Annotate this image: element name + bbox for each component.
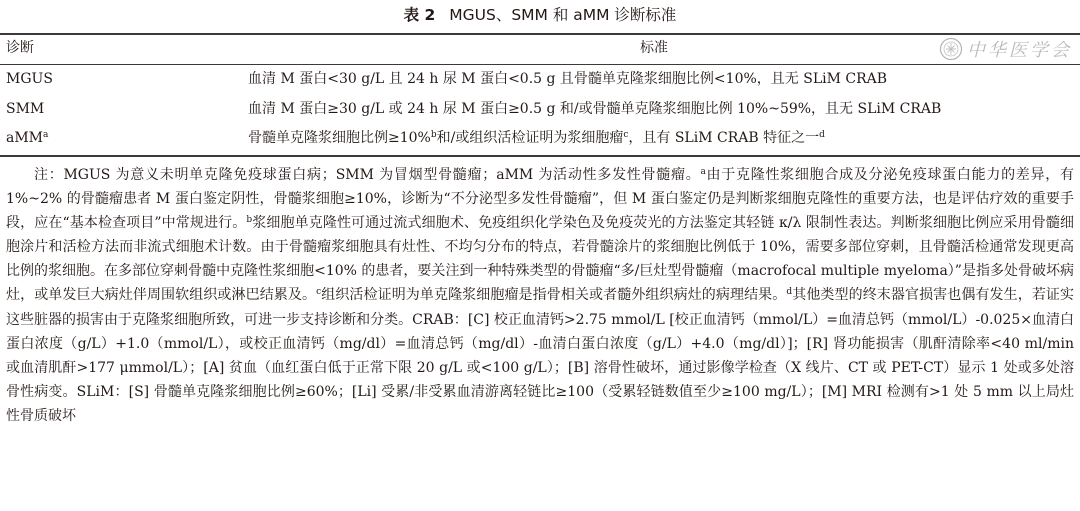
table-title-text: MGUS、SMM 和 aMM 诊断标准 xyxy=(449,6,677,24)
row-amm-criteria-part1: 骨髓单克隆浆细胞比例≥10% xyxy=(248,130,431,146)
seal-icon xyxy=(939,37,963,61)
table-header-rule xyxy=(0,64,1080,65)
row-amm-diagnosis-text: aMM xyxy=(6,130,44,146)
footnote-marker-a: a xyxy=(43,130,49,140)
header-criteria: 标准 xyxy=(640,40,668,56)
footnote-marker-c: c xyxy=(623,130,629,140)
watermark xyxy=(939,36,1072,62)
footnote-sup-a: a xyxy=(700,167,706,177)
table-bottom-rule xyxy=(0,155,1080,157)
footnote-sup-c: c xyxy=(316,287,322,298)
footnote-b-text: 浆细胞单克隆性可通过流式细胞术、免疫组织化学染色及免疫荧光的方法鉴定其轻链 κ/λ 限制性表达。判断浆细胞比例应采用骨髓细胞涂片和活检方法而非流式细胞术计数。由于骨髓瘤浆细胞具有灶性、不均匀分布的特点，若骨髓涂片的浆细胞比例低于 10%，需要多部位穿刺，且骨髓活检通常发现更高比例的浆细胞。在多部位穿刺骨髓中克隆性浆细胞<10% 的患者，要关注到一种特殊类型的骨髓瘤“多/巨灶型骨髓瘤（macrofocal multiple myeloma）”是指多处骨破坏病灶，或单发巨大病灶伴周围软组织或淋巴结累及。 xyxy=(6,215,1074,304)
footnote-marker-d: d xyxy=(819,130,825,140)
table-title-label: 表 2 xyxy=(403,6,436,24)
footnote-abbreviations: 注：MGUS 为意义未明单克隆免疫球蛋白病；SMM 为冒烟型骨髓瘤；aMM 为活动性多发性骨髓瘤。 xyxy=(34,167,701,183)
row-amm-diagnosis xyxy=(6,128,48,148)
table-top-rule xyxy=(0,33,1080,35)
row-smm-diagnosis: SMM xyxy=(6,101,45,117)
footnote-sup-d: d xyxy=(786,287,793,298)
row-mgus-diagnosis: MGUS xyxy=(6,71,53,87)
row-mgus-criteria: 血清 M 蛋白<30 g/L 且 24 h 尿 M 蛋白<0.5 g 且骨髓单克隆浆细胞比例<10%，且无 SLiM CRAB xyxy=(248,71,888,87)
row-amm-criteria-part3: ，且有 SLiM CRAB 特征之一 xyxy=(628,130,820,146)
row-amm-criteria-part2: 和/或组织活检证明为浆细胞瘤 xyxy=(436,130,624,146)
row-amm-criteria xyxy=(248,128,825,148)
footnote-d-text: 其他类型的终末器官损害也偶有发生，若证实这些脏器的损害由于克隆浆细胞所致，可进一步支持诊断和分类。CRAB：[C] 校正血清钙>2.75 mmol/L [校正血清钙（mmol/L）=血清总钙（mmol/L）-0.025×血清白蛋白浓度（g/L）+1.0（mmol/L），或校正血清钙（mg/dl）=血清总钙（mg/dl）-血清白蛋白浓度（g/L）+4.0（mg/dl）]；[R] 肾功能损害（肌酐清除率<40 ml/min 或血清肌酐>177 μmmol/L）；[A] 贫血（血红蛋白低于正常下限 20 g/L 或<100 g/L）；[B] 溶骨性破坏，通过影像学检查（X 线片、CT 或 PET-CT）显示 1 处或多处溶骨性病变。SLiM：[S] 骨髓单克隆浆细胞比例≥60%；[Li] 受累/非受累血清游离轻链比≥100（受累轻链数值至少≥100 mg/L）；[M] MRI 检测有>1 处 5 mm 以上局灶性骨质破坏 xyxy=(6,287,1075,424)
table-title xyxy=(0,4,1080,26)
footnote-marker-b: b xyxy=(430,130,437,140)
footnote-sup-b: b xyxy=(246,215,253,226)
watermark-text: 中华医学会 xyxy=(967,40,1072,61)
footnote-a-text: 由于克隆性浆细胞合成及分泌免疫球蛋白能力的差异，有 1%~2% 的骨髓瘤患者 M 蛋白鉴定阴性，骨髓浆细胞≥10%，诊断为“不分泌型多发性骨髓瘤”，但 M 蛋白鉴定仍是判断浆细胞克隆性的重要方法，也是评估疗效的重要手段，应在“基本检查项目”中常规进行。 xyxy=(6,167,1074,232)
table-footnote xyxy=(6,163,1074,428)
footnote-c-text: 组织活检证明为单克隆浆细胞瘤是指骨相关或者髓外组织病灶的病理结果。 xyxy=(321,287,787,304)
header-diagnosis: 诊断 xyxy=(6,40,34,56)
row-smm-criteria: 血清 M 蛋白≥30 g/L 或 24 h 尿 M 蛋白≥0.5 g 和/或骨髓单克隆浆细胞比例 10%~59%，且无 SLiM CRAB xyxy=(248,101,942,117)
